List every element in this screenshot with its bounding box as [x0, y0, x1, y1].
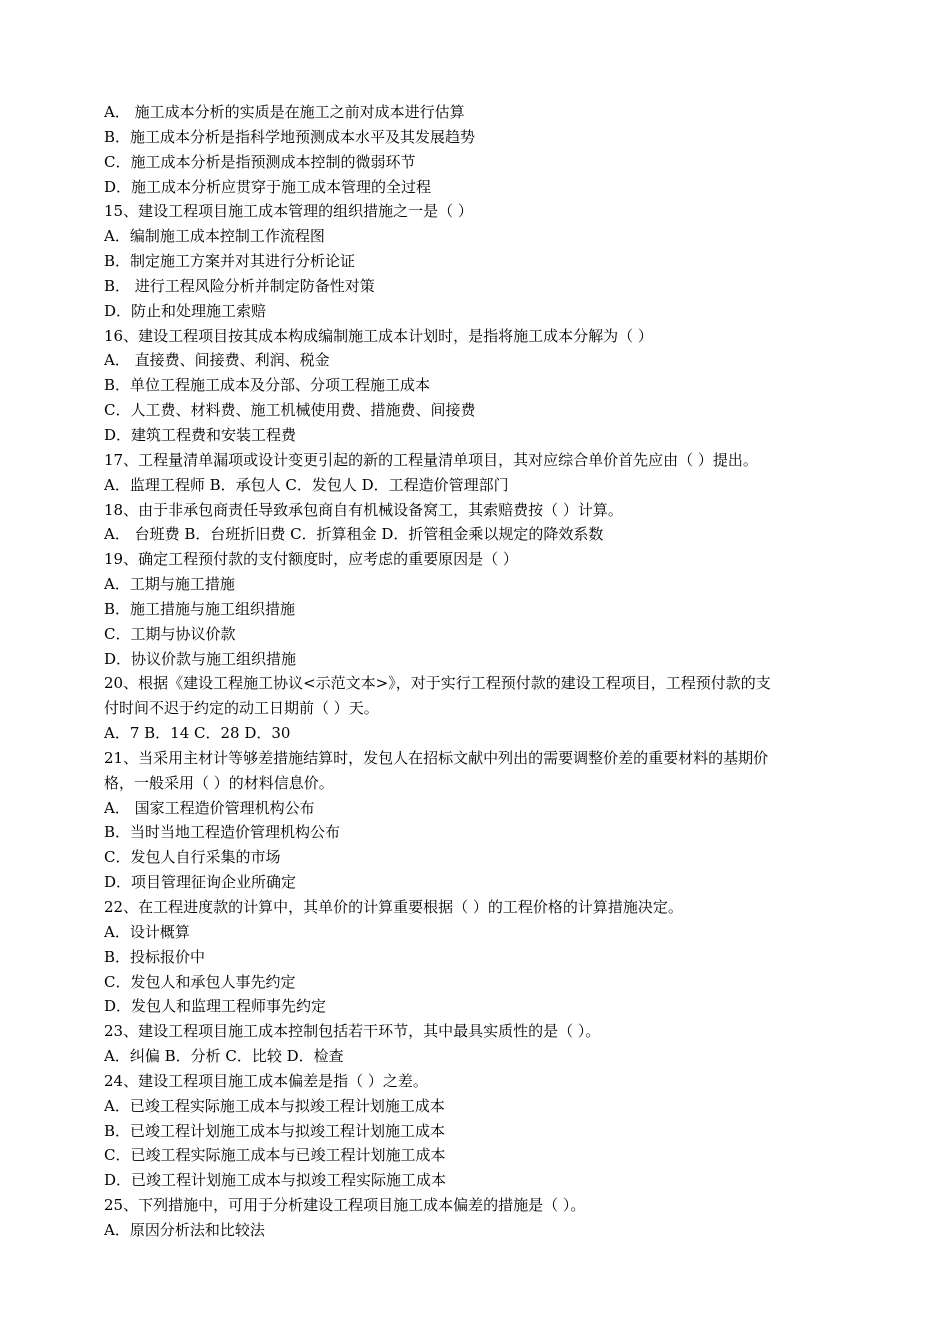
- option-line: A．设计概算: [104, 922, 190, 941]
- question-20: 20、根据《建设工程施工协议<示范文本>》，对于实行工程预付款的建设工程项目，工程预付款的支: [104, 674, 771, 693]
- option-line: A．7 B．14 C．28 D．30: [104, 724, 291, 743]
- option-line: B．施工措施与施工组织措施: [104, 599, 296, 618]
- question-23: 23、建设工程项目施工成本控制包括若干环节，其中最具实质性的是（ ）。: [104, 1022, 601, 1041]
- option-line: A． 直接费、间接费、利润、税金: [104, 351, 330, 370]
- option-line: A．监理工程师 B．承包人 C．发包人 D．工程造价管理部门: [104, 475, 509, 494]
- question-21-continued: 格，一般采用（ ）的材料信息价。: [104, 773, 334, 792]
- question-21: 21、当采用主材计等够差措施结算时，发包人在招标文献中列出的需要调整价差的重要材料的基期价: [104, 748, 769, 767]
- option-line: B．单位工程施工成本及分部、分项工程施工成本: [104, 376, 431, 395]
- option-line: C．工期与协议价款: [104, 624, 236, 643]
- question-19: 19、确定工程预付款的支付额度时，应考虑的重要原因是（ ）: [104, 550, 518, 569]
- option-line: A．已竣工程实际施工成本与拟竣工程计划施工成本: [104, 1096, 445, 1115]
- option-line: C．发包人和承包人事先约定: [104, 972, 296, 991]
- question-18: 18、由于非承包商责任导致承包商自有机械设备窝工，其索赔费按（ ）计算。: [104, 500, 623, 519]
- option-line: D．发包人和监理工程师事先约定: [104, 997, 327, 1016]
- question-24: 24、建设工程项目施工成本偏差是指（ ）之差。: [104, 1071, 428, 1090]
- option-line: D．协议价款与施工组织措施: [104, 649, 297, 668]
- option-line: A． 国家工程造价管理机构公布: [104, 798, 315, 817]
- option-line: D．防止和处理施工索赔: [104, 301, 267, 320]
- option-line: B． 进行工程风险分析并制定防备性对策: [104, 276, 375, 295]
- option-line: D．建筑工程费和安装工程费: [104, 425, 297, 444]
- option-line: B．已竣工程计划施工成本与拟竣工程计划施工成本: [104, 1121, 446, 1140]
- question-25: 25、下列措施中，可用于分析建设工程项目施工成本偏差的措施是（ ）。: [104, 1196, 586, 1215]
- option-line: B．当时当地工程造价管理机构公布: [104, 823, 341, 842]
- option-line: B．投标报价中: [104, 947, 206, 966]
- option-line: D．项目管理征询企业所确定: [104, 873, 297, 892]
- question-22: 22、在工程进度款的计算中，其单价的计算重要根据（ ）的工程价格的计算措施决定。: [104, 898, 683, 916]
- question-17: 17、工程量清单漏项或设计变更引起的新的工程量清单项目，其对应综合单价首先应由（ ）提出。: [104, 450, 758, 469]
- option-line: B．施工成本分析是指科学地预测成本水平及其发展趋势: [104, 127, 476, 146]
- option-line: D．施工成本分析应贯穿于施工成本管理的全过程: [104, 177, 432, 196]
- option-line: A．原因分析法和比较法: [104, 1220, 265, 1239]
- option-line: A．纠偏 B．分析 C．比较 D．检查: [104, 1047, 344, 1066]
- question-16: 16、建设工程项目按其成本构成编制施工成本计划时，是指将施工成本分解为（ ）: [104, 326, 653, 345]
- document-page: [104, 100, 852, 1243]
- option-line: D．已竣工程计划施工成本与拟竣工程实际施工成本: [104, 1171, 447, 1190]
- option-line: A．编制施工成本控制工作流程图: [104, 227, 325, 246]
- option-line: C．人工费、材料费、施工机械使用费、措施费、间接费: [104, 401, 476, 420]
- option-line: C．已竣工程实际施工成本与已竣工程计划施工成本: [104, 1146, 446, 1165]
- option-line: B．制定施工方案并对其进行分析论证: [104, 252, 356, 271]
- option-line: A． 台班费 B．台班折旧费 C．折算租金 D．折管租金乘以规定的降效系数: [104, 525, 604, 544]
- option-line: A．工期与施工措施: [104, 575, 235, 594]
- option-line: C．发包人自行采集的市场: [104, 848, 281, 867]
- option-line: C．施工成本分析是指预测成本控制的微弱环节: [104, 152, 416, 171]
- question-15: 15、建设工程项目施工成本管理的组织措施之一是（ ）: [104, 202, 473, 221]
- option-line: A． 施工成本分析的实质是在施工之前对成本进行估算: [104, 103, 465, 121]
- question-20-continued: 付时间不迟于约定的动工日期前（ ）天。: [104, 699, 379, 718]
